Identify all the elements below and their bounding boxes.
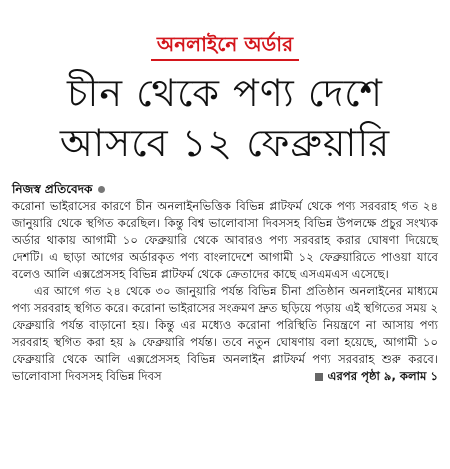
bullet-icon: [98, 186, 105, 193]
byline-row: [10, 180, 440, 198]
headline: [10, 68, 440, 168]
paragraph-2-text: এর আগে গত ২৪ থেকে ৩০ জানুয়ারি পর্যন্ত বিভিন্ন চীনা প্রতিষ্ঠান অনলাইনের মাধ্যমে পণ্য সরবরাহ স্থগিত করে। করোনা ভাইরাসের সংক্রমণ দ্রুত ছড়িয়ে পড়ায় এই স্থগিতের সময় ২ ফেব্রুয়ারি পর্যন্ত বাড়ানো হয়। কিন্তু এর মধ্যেও করোনা পরিস্থিতি নিয়ন্ত্রণে না আসায় পণ্য সরবরাহ স্থগিত করা হয় ৯ ফেব্রুয়ারি পর্যন্ত। তবে নতুন ঘোষণায় বলা হয়েছে, আগামী ১০ ফেব্রুয়ারি থেকে আলি এক্সপ্রেসসহ বিভিন্ন অনলাইন প্লাটফর্ম পণ্য সরবরাহ শুরু করবে। ভালোবাসা দিবসসহ বিভিন্ন দিবস: [12, 284, 438, 383]
jump-text: এরপর পৃষ্ঠা ৯, কলাম ১: [327, 369, 438, 383]
article-body: [10, 198, 440, 385]
headline-line-2: আসবে ১২ ফেব্রুয়ারি: [59, 121, 391, 165]
spacer: [10, 168, 440, 178]
square-bullet-icon: [315, 373, 323, 381]
kicker-label: অনলাইনে অর্ডার: [151, 30, 299, 61]
kicker-container: [10, 30, 440, 60]
byline: নিজস্ব প্রতিবেদক: [12, 182, 93, 196]
headline-line-1: চীন থেকে পণ্য দেশে: [66, 71, 384, 115]
paragraph-1: করোনা ভাইরাসের কারণে চীন অনলাইনভিত্তিক বিভিন্ন প্লাটফর্ম থেকে পণ্য সরবরাহ গত ২৪ জানুয়ারি থেকে স্থগিত করেছিল। কিন্তু বিশ্ব ভালোবাসা দিবসসহ বিভিন্ন উপলক্ষে প্রচুর সংখ্যক অর্ডার থাকায় আগামী ১০ ফেব্রুয়ারি থেকে আবারও পণ্য সরবরাহ করার ঘোষণা দিয়েছে দেশটি। এ ছাড়া আগের অর্ডারকৃত পণ্য বাংলাদেশে আগামী ১২ ফেব্রুয়ারিতে পাওয়া যাবে বলেও আলি এক্সপ্রেসসহ বিভিন্ন প্লাটফর্ম থেকে ক্রেতাদের কাছে এসএমএস এসেছে।: [12, 199, 438, 281]
